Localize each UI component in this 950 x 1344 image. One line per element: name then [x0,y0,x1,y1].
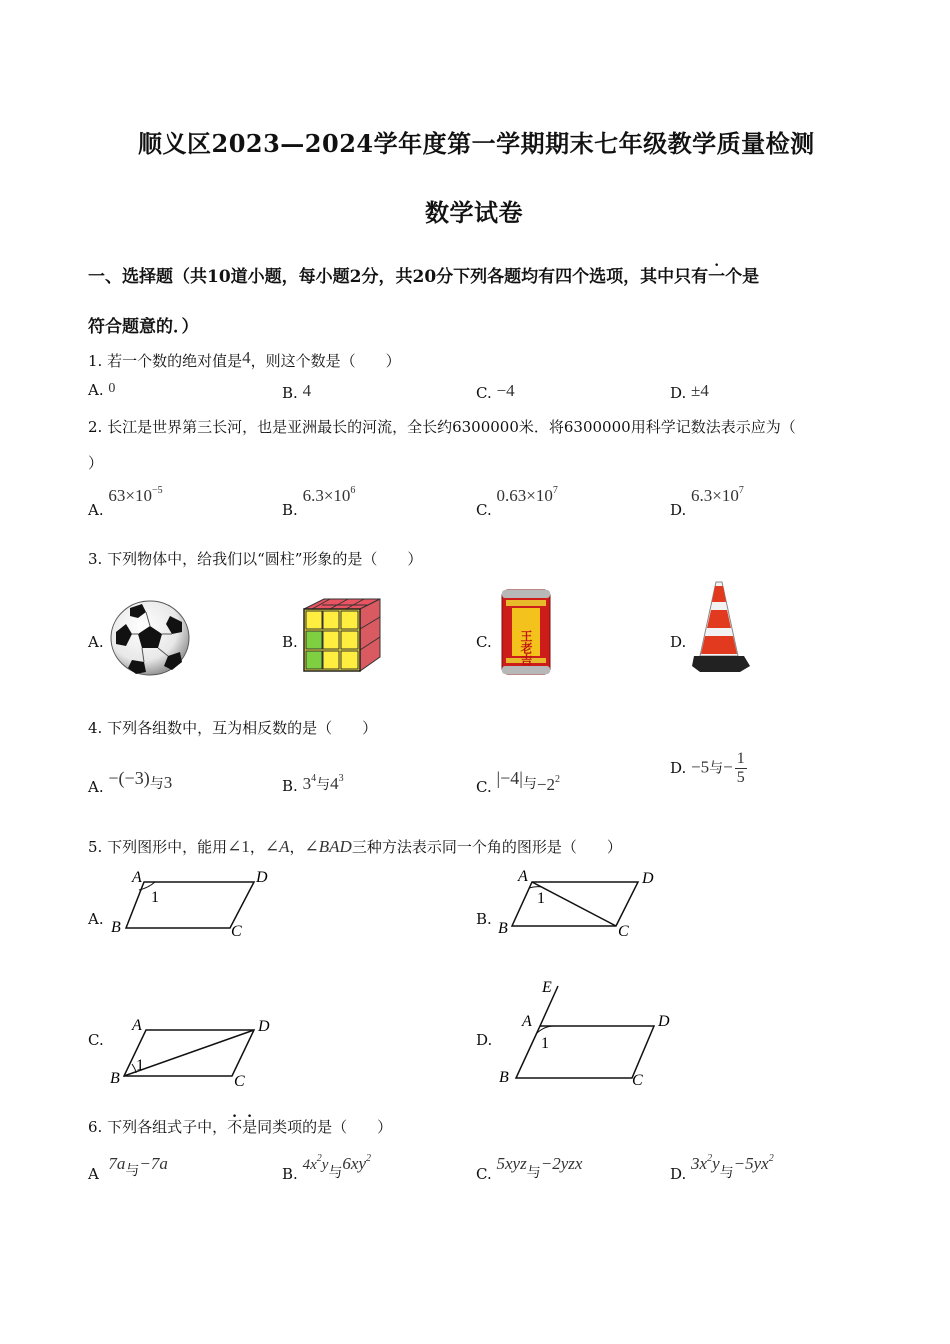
emphasis-dot-char: 不 [227,1118,243,1136]
expr-left: −(−3) [108,768,150,788]
q6-option-d [670,1153,774,1183]
exp: 2 [707,1153,713,1164]
q1-stem-a: 1. 若一个数的绝对值是 [88,352,243,370]
vertex-label-c: C [618,923,629,940]
expr-left: 5xyz [496,1154,527,1173]
option-letter: B. [282,384,298,402]
question-3-stem: 3. 下列物体中，给我们以“圆柱”形象的是（ ） [88,550,423,568]
expr-conn: 与 [709,760,724,777]
vertex-label-b: B [110,1070,120,1087]
base: −2 [536,775,555,794]
page-title: 顺义区2023—2024学年度第一学期期末七年级教学质量检测 [138,129,815,158]
q6-stem-a: 6. 下列各组式子中， [88,1118,228,1136]
parallelogram-figure-c [108,1012,278,1092]
q5-option-b-letter: B. [476,910,492,928]
parallelogram-figure-a [108,866,278,940]
expr-left [302,1153,329,1173]
exp: 3 [338,773,344,784]
term-pre: −5yx [733,1154,769,1173]
option-letter: B. [282,1165,298,1183]
base: 3 [302,774,312,793]
q2-option-d [670,485,744,519]
sci-exp: 6 [350,485,356,496]
vertex-label-c: C [234,1073,245,1090]
vertex-label-c: C [231,923,242,940]
option-value: ±4 [691,381,709,400]
expr-conn: 与 [149,776,164,792]
term-pre: 4x [302,1157,317,1173]
option-letter: A [88,1165,99,1183]
angle-label-1: 1 [541,1035,549,1052]
option-letter: A. [88,778,104,796]
sci-base: 0.63×10 [496,486,553,505]
q4-option-b [282,774,344,794]
q5-stem-b: 三种方法表示同一个角的图形是（ ） [351,838,622,856]
q3-option-c-letter: C. [476,633,492,651]
section-heading-text-end: 个是 [725,267,760,287]
sep: ， [249,838,265,856]
expr-conn: 与 [328,1165,343,1181]
option-letter: C. [476,778,492,796]
q6-option-c [476,1154,583,1183]
question-6-stem [88,1116,392,1137]
option-letter: A. [88,501,104,519]
angle-label-1: 1 [151,889,159,906]
expr-conn: 与 [125,1163,140,1179]
expr-right: 3 [163,773,173,792]
expr-right [342,1154,371,1173]
q6-option-b [282,1153,372,1183]
vertex-label-a: A [522,1013,532,1030]
option-value [497,486,558,505]
q3-option-b-letter: B. [282,633,298,651]
page-subtitle: 数学试卷 [425,198,523,227]
option-value: 4 [302,381,312,400]
section-heading-line2: 符合题意的．） [88,317,199,337]
emphasis-dot-char: 是 [242,1118,258,1136]
frac-sign: − [723,757,733,777]
term-pre: 3x [691,1154,708,1173]
exp: 2 [366,1153,372,1164]
option-letter: C. [476,501,492,519]
question-4-stem: 4. 下列各组数中，互为相反数的是（ ） [88,719,378,737]
expr-right [734,1154,774,1173]
question-5-stem [88,836,622,857]
expr-conn: 与 [316,777,331,793]
expr-conn: 与 [719,1165,734,1181]
parallelogram-figure-b [496,866,666,940]
angle-a-notation: ∠A [264,837,290,856]
option-letter: D. [670,384,687,402]
option-value [303,486,356,505]
q5-stem-a: 5. 下列图形中，能用 [88,838,228,856]
q2-option-b [282,485,356,519]
drink-can-image [500,588,552,676]
vertex-label-b: B [499,1069,509,1086]
angle-label-1: 1 [537,890,545,907]
vertex-label-b: B [498,920,508,937]
q1-option-c [476,381,515,402]
fraction [735,750,747,787]
option-letter: D. [670,501,687,519]
q1-option-d [670,381,709,402]
vertex-label-d: D [642,870,654,887]
option-value [691,486,744,505]
vertex-label-a: A [132,869,142,886]
option-letter: C. [476,1165,492,1183]
option-letter: D. [670,758,687,777]
term-post: y [321,1157,329,1173]
q5-option-a-letter: A. [88,910,104,928]
exp: 2 [316,1153,322,1164]
soccer-ball-image [108,598,192,678]
option-letter: B. [282,501,298,519]
option-value: 0 [108,381,116,396]
vertex-label-a: A [132,1017,142,1034]
angle-bad-notation: ∠BAD [304,837,352,856]
option-value [108,486,162,505]
vertex-label-b: B [111,919,121,936]
can-brand-text: 王老吉 [519,630,533,666]
frac-den: 5 [736,769,745,786]
vertex-label-a: A [518,868,528,885]
sci-exp: −5 [151,485,163,496]
exp: 2 [768,1153,774,1164]
expr-conn: 与 [526,1165,541,1181]
expr-left [303,774,317,793]
question-2-stem-line2: ） [88,454,104,472]
q4-option-c [476,768,560,796]
vertex-label-c: C [632,1072,643,1089]
angle-label-1: 1 [136,1057,144,1074]
q5-option-c-letter: C. [88,1031,104,1049]
parallelogram-figure-d [496,974,686,1092]
q6-stem-b: 同类项的是（ ） [257,1118,393,1136]
q4-option-a [88,768,173,796]
section-heading [88,262,759,287]
rubiks-cube-image [302,597,382,675]
exp: 4 [311,773,317,784]
expr-left: 7a [108,1154,126,1173]
option-letter: A. [88,381,104,399]
q3-option-a-letter: A. [88,633,104,651]
expr-left [691,1154,720,1173]
sep: ， [289,838,305,856]
q5-option-d-letter: D. [476,1031,493,1049]
vertex-label-e: E [542,979,552,996]
vertex-label-d: D [256,869,268,886]
expr-right [537,775,560,794]
q3-option-d-letter: D. [670,633,687,651]
section-heading-text: 一、选择题（共10道小题，每小题2分，共20分下列各题均有四个选项，其中只有 [88,267,709,287]
option-letter: D. [670,1165,687,1183]
sci-base: 63×10 [108,486,152,505]
expr-right: −7a [139,1154,168,1173]
traffic-cone-image [692,578,752,674]
option-letter: C. [476,384,492,402]
option-letter: B. [282,777,298,795]
vertex-label-d: D [258,1018,270,1035]
q2-option-a [88,485,163,519]
option-value: −4 [496,381,515,400]
q2-option-c [476,485,558,519]
term-pre: 6xy [342,1154,367,1173]
expr-left: |−4| [496,768,523,788]
expr-right: −2yzx [540,1154,583,1173]
q4-option-d [670,750,747,787]
sci-base: 6.3×10 [302,486,351,505]
q6-option-a [88,1154,168,1183]
sci-exp: 7 [738,485,744,496]
q1-option-b [282,381,311,402]
expr-left: −5 [691,757,710,777]
vertex-label-d: D [658,1013,670,1030]
q1-stem-b: ，则这个数是（ ） [250,352,401,370]
exp: 2 [554,774,560,785]
term-post: y [712,1154,720,1173]
q1-option-a [88,381,115,399]
emphasis-dot-char: 一 [708,267,726,287]
question-1-stem [88,348,401,371]
frac-num: 1 [736,750,745,767]
q1-stem-num: 4 [242,348,251,367]
sci-exp: 7 [552,485,558,496]
expr-conn: 与 [522,776,537,792]
angle-1-notation: ∠1 [227,837,250,856]
question-2-stem: 2. 长江是世界第三长河，也是亚洲最长的河流，全长约6300000米．将6300000用科学记数法表示应为（ [88,418,796,436]
base: 4 [330,774,339,793]
expr-right [330,774,344,793]
sci-base: 6.3×10 [691,486,739,505]
